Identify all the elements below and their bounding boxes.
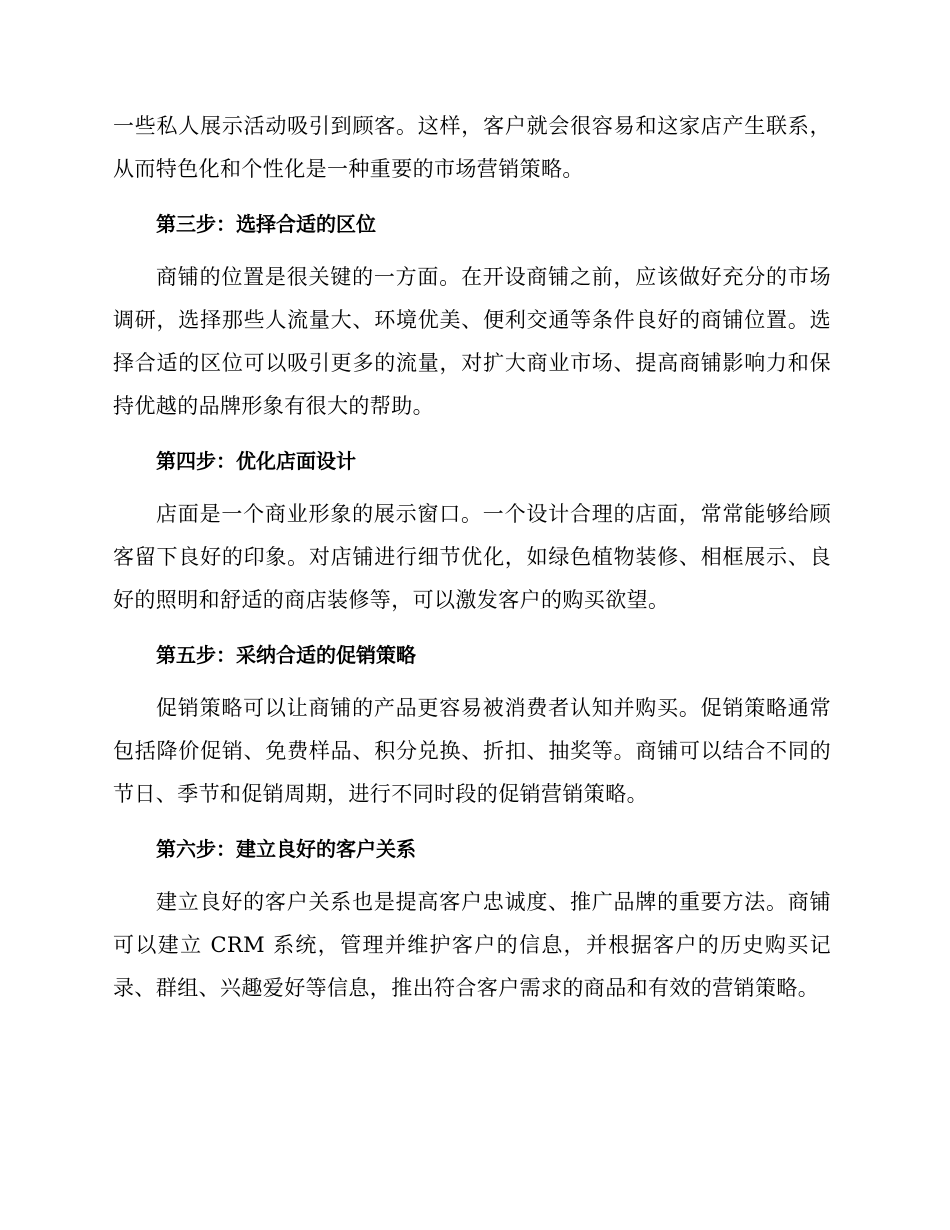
paragraph-step-5: 促销策略可以让商铺的产品更容易被消费者认知并购买。促销策略通常包括降价促销、免费样品、积分兑换、折扣、抽奖等。商铺可以结合不同的节日、季节和促销周期，进行不同时段的促销营销策略。 (113, 696, 831, 806)
heading-step-6: 第六步：建立良好的客户关系 (156, 837, 416, 861)
paragraph-step-4: 店面是一个商业形象的展示窗口。一个设计合理的店面，常常能够给顾客留下良好的印象。对店铺进行细节优化，如绿色植物装修、相框展示、良好的照明和舒适的商店装修等，可以激发客户的购买欲望。 (113, 502, 831, 612)
paragraph-intro-continuation: 一些私人展示活动吸引到顾客。这样，客户就会很容易和这家店产生联系，从而特色化和个性化是一种重要的市场营销策略。 (113, 114, 831, 181)
paragraph-step-6: 建立良好的客户关系也是提高客户忠诚度、推广品牌的重要方法。商铺可以建立 CRM 系统，管理并维护客户的信息，并根据客户的历史购买记录、群组、兴趣爱好等信息，推出符合客户需求的商品和有效的营销策略。 (113, 890, 831, 1000)
heading-step-4: 第四步：优化店面设计 (156, 449, 356, 473)
heading-step-3: 第三步：选择合适的区位 (156, 212, 376, 236)
heading-step-5: 第五步：采纳合适的促销策略 (156, 643, 416, 667)
paragraph-step-3: 商铺的位置是很关键的一方面。在开设商铺之前，应该做好充分的市场调研，选择那些人流量大、环境优美、便利交通等条件良好的商铺位置。选择合适的区位可以吸引更多的流量，对扩大商业市场、提高商铺影响力和保持优越的品牌形象有很大的帮助。 (113, 265, 831, 418)
document-body (113, 105, 831, 1010)
